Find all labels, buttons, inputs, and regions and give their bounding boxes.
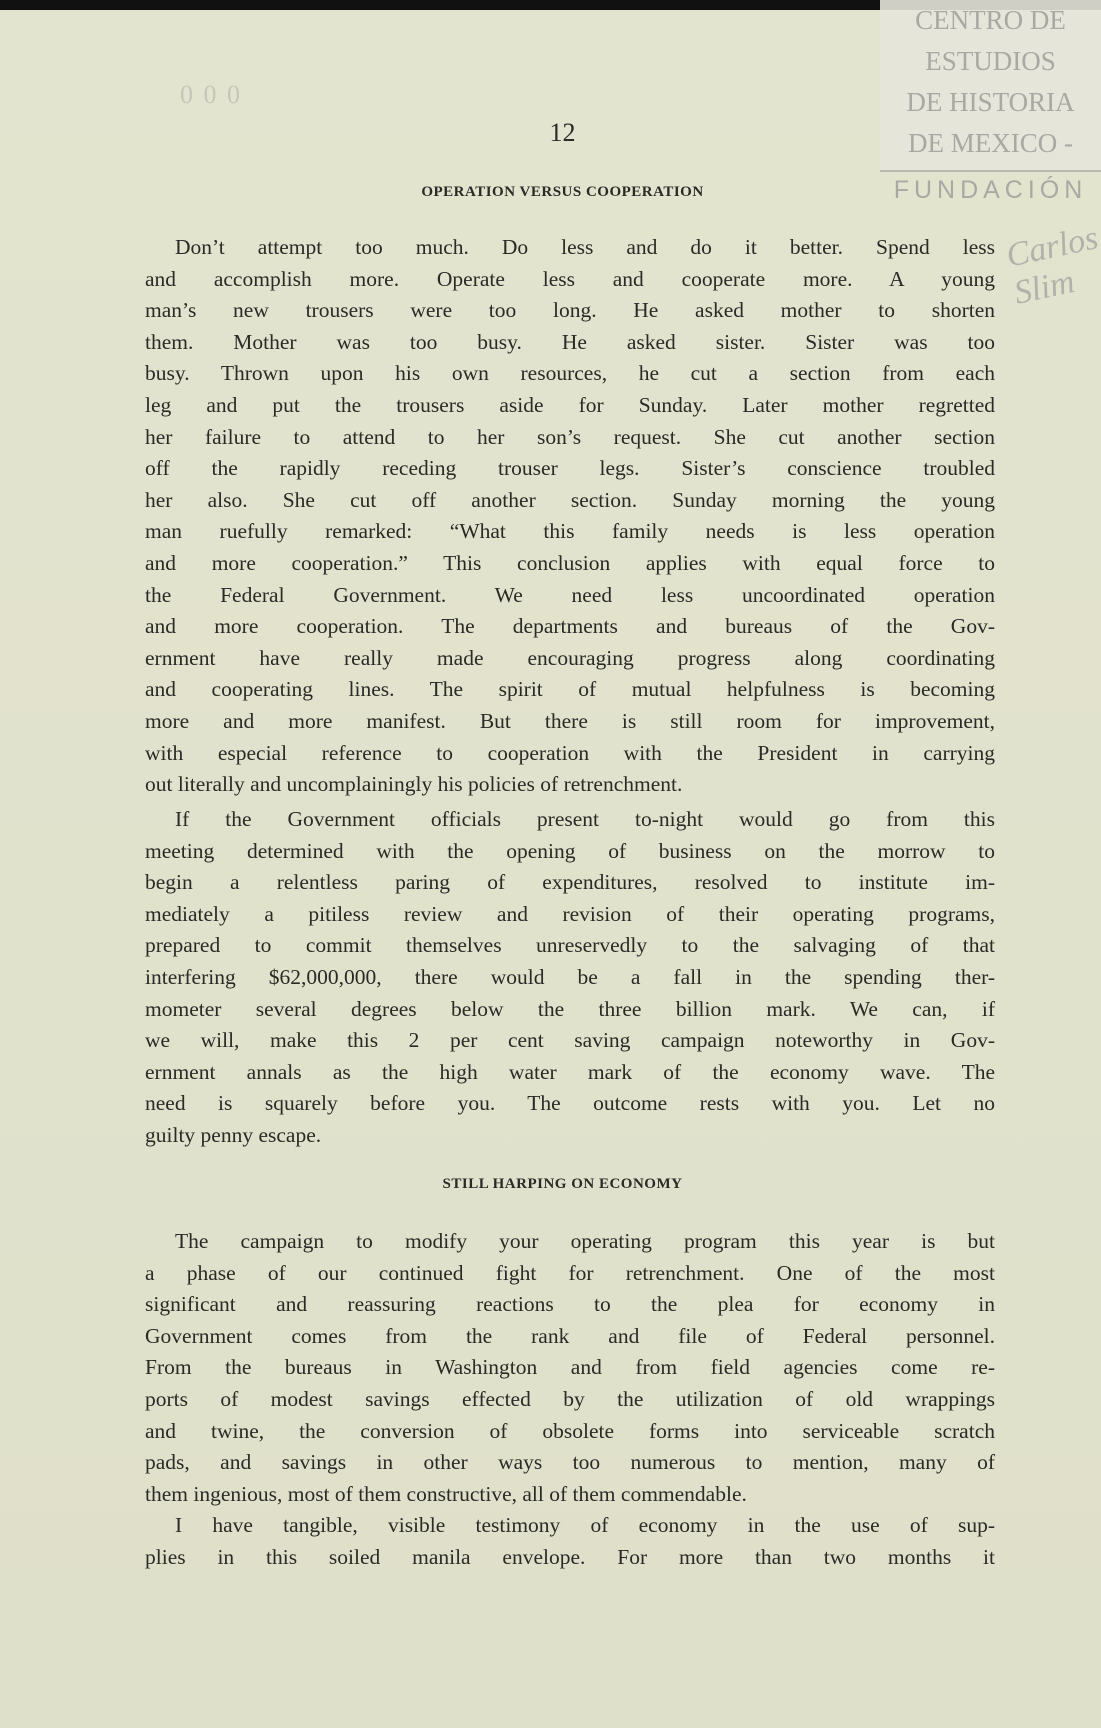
text-line: more and more manifest. But there is still room for improvement,	[145, 708, 995, 733]
text-line: meeting determined with the opening of business on the morrow to	[145, 838, 995, 863]
text-line: her also. She cut off another section. Sunday morning the young	[145, 487, 995, 512]
text-line: Don’t attempt too much. Do less and do it better. Spend less	[175, 235, 995, 259]
text-line: her failure to attend to her son’s request. She cut another section	[145, 424, 995, 449]
text-line: them. Mother was too busy. He asked sister. Sister was too	[145, 329, 995, 354]
watermark-foundation: FUNDACIÓN	[893, 176, 1088, 204]
text-line: plies in this soiled manila envelope. For more than two months it	[145, 1544, 995, 1569]
text-line: the Federal Government. We need less uncoordinated operation	[145, 582, 995, 607]
watermark-line: ESTUDIOS	[925, 46, 1056, 76]
folio-mark: 0 0 0	[180, 80, 242, 109]
text-line: guilty penny escape.	[145, 1122, 322, 1147]
section-heading: STILL HARPING ON ECONOMY	[442, 1176, 683, 1192]
text-line: ports of modest savings effected by the utilization of old wrappings	[145, 1386, 995, 1411]
paragraph	[145, 1510, 995, 1573]
text-line: man ruefully remarked: “What this family needs is less operation	[145, 519, 995, 544]
text-line: we will, make this 2 per cent saving campaign noteworthy in Gov-	[145, 1028, 995, 1053]
text-line: pads, and savings in other ways too numerous to mention, many of	[145, 1450, 995, 1475]
text-line: Government comes from the rank and file of Federal personnel.	[145, 1323, 995, 1348]
text-line: I have tangible, visible testimony of economy in the use of sup-	[175, 1513, 995, 1537]
page-number: 12	[549, 118, 576, 147]
watermark-line: DE MEXICO -	[908, 128, 1073, 158]
text-line: and twine, the conversion of obsolete forms into serviceable scratch	[145, 1418, 995, 1443]
text-line: mometer several degrees below the three billion mark. We can, if	[145, 996, 995, 1021]
text-line: man’s new trousers were too long. He asked mother to shorten	[145, 298, 995, 323]
text-line: with especial reference to cooperation with the President in carrying	[145, 740, 995, 765]
paragraph	[145, 1226, 995, 1510]
text-line: them ingenious, most of them constructive, all of them commendable.	[145, 1481, 747, 1506]
text-line: ernment have really made encouraging progress along coordinating	[145, 645, 995, 670]
text-line: begin a relentless paring of expenditures, resolved to institute im-	[145, 870, 995, 895]
text-line: out literally and uncomplainingly his policies of retrenchment.	[145, 772, 683, 797]
text-line: and more cooperation. The departments and bureaus of the Gov-	[145, 614, 995, 639]
watermark-line: CENTRO DE	[915, 5, 1066, 35]
text-line: a phase of our continued fight for retrenchment. One of the most	[145, 1260, 995, 1285]
text-line: need is squarely before you. The outcome rests with you. Let no	[145, 1091, 995, 1116]
text-line: and accomplish more. Operate less and cooperate more. A young	[145, 266, 995, 291]
paragraph	[145, 232, 995, 801]
text-line: The campaign to modify your operating program this year is but	[175, 1229, 995, 1253]
text-line: leg and put the trousers aside for Sunday. Later mother regretted	[145, 392, 995, 417]
watermark-line: DE HISTORIA	[906, 87, 1075, 117]
text-line: If the Government officials present to-night would go from this	[175, 807, 995, 831]
text-line: interfering $62,000,000, there would be a fall in the spending ther-	[145, 964, 995, 989]
text-line: off the rapidly receding trouser legs. Sister’s conscience troubled	[145, 456, 995, 481]
text-line: and cooperating lines. The spirit of mutual helpfulness is becoming	[145, 677, 995, 702]
text-line: significant and reassuring reactions to the plea for economy in	[145, 1292, 995, 1317]
text-line: From the bureaus in Washington and from field agencies come re-	[145, 1355, 995, 1380]
text-line: mediately a pitiless review and revision of their operating programs,	[145, 901, 995, 926]
text-line: and more cooperation.” This conclusion applies with equal force to	[145, 550, 995, 575]
text-line: prepared to commit themselves unreservedly to the salvaging of that	[145, 933, 995, 958]
paragraph	[145, 804, 995, 1152]
text-line: ernment annals as the high water mark of the economy wave. The	[145, 1059, 995, 1084]
text-line: busy. Thrown upon his own resources, he cut a section from each	[145, 361, 995, 386]
signature-watermark: Carlos Slim	[1003, 219, 1101, 312]
section-heading: OPERATION VERSUS COOPERATION	[421, 184, 704, 200]
